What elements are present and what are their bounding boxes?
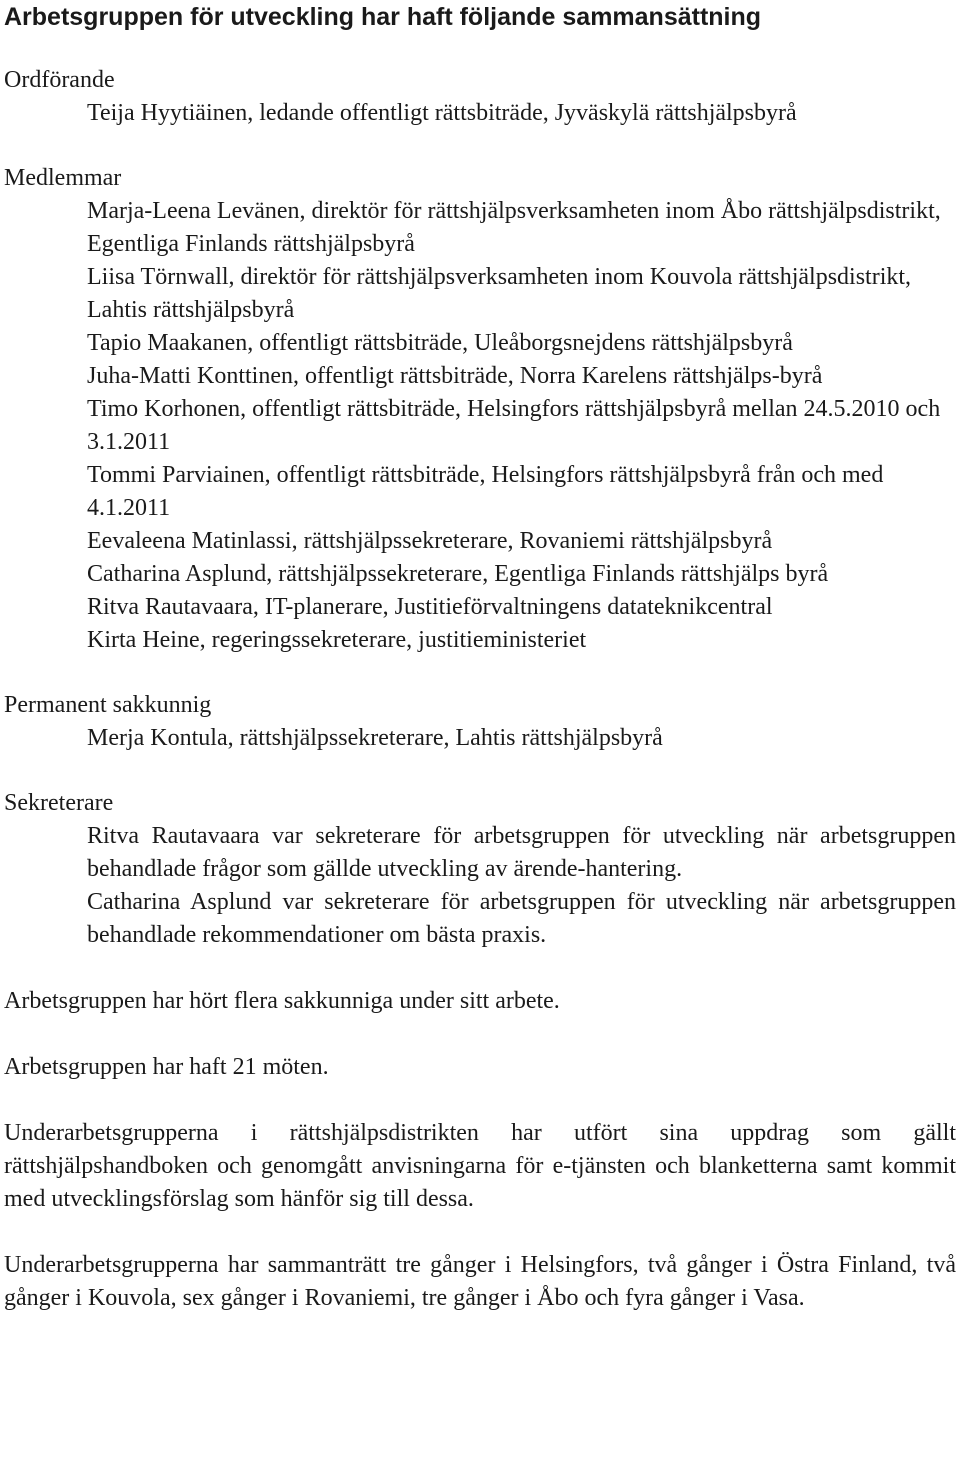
- secretaries-label: Sekreterare: [4, 790, 114, 816]
- body-paragraph: Underarbetsgrupperna har sammanträtt tre gånger i Helsingfors, två gånger i Östra Finland, två gånger i Kouvola, sex gånger i Rovaniemi, tre gånger i Åbo och fyra gånger i Vasa.: [4, 1252, 956, 1311]
- expert-entry: Merja Kontula, rättshjälpssekreterare, Lahtis rättshjälpsbyrå: [87, 725, 663, 751]
- members-section: [4, 162, 956, 657]
- member-entry: Juha-Matti Konttinen, offentligt rättsbiträde, Norra Karelens rättshjälps-byrå: [87, 363, 823, 389]
- member-entry: Catharina Asplund, rättshjälpssekreterare, Egentliga Finlands rättshjälps byrå: [87, 561, 829, 587]
- member-entry: Liisa Törnwall, direktör för rättshjälpsverksamheten inom Kouvola rättshjälpsdistrikt, Lahtis rättshjälpsbyrå: [87, 264, 912, 323]
- document-heading: Arbetsgruppen för utveckling har haft följande sammansättning: [4, 3, 762, 31]
- member-entry: Kirta Heine, regeringssekreterare, justitieministeriet: [87, 627, 587, 653]
- body-paragraph: Underarbetsgrupperna i rättshjälpsdistrikten har utfört sina uppdrag som gällt rättshjälpshandboken och genomgått anvisningarna för e-tjänsten och blanketterna samt kommit med utvecklingsförslag som hänför sig till dessa.: [4, 1120, 956, 1212]
- secretary-entry: Ritva Rautavaara var sekreterare för arbetsgruppen för utveckling när arbetsgruppen behandlade frågor som gällde utveckling av ärende-hantering.: [87, 823, 956, 882]
- members-label: Medlemmar: [4, 165, 122, 191]
- member-entry: Marja-Leena Levänen, direktör för rättshjälpsverksamheten inom Åbo rättshjälpsdistrikt, Egentliga Finlands rättshjälpsbyrå: [87, 198, 941, 257]
- body-paragraph: Arbetsgruppen har haft 21 möten.: [4, 1054, 329, 1080]
- chair-label: Ordförande: [4, 67, 115, 93]
- member-entry: Ritva Rautavaara, IT-planerare, Justitieförvaltningens datateknikcentral: [87, 594, 773, 620]
- chair-entry: Teija Hyytiäinen, ledande offentligt rättsbiträde, Jyväskylä rättshjälpsbyrå: [87, 100, 797, 126]
- secretary-entry: Catharina Asplund var sekreterare för arbetsgruppen för utveckling när arbetsgruppen behandlade rekommendationer om bästa praxis.: [87, 889, 956, 948]
- member-entry: Tapio Maakanen, offentligt rättsbiträde, Uleåborgsnejdens rättshjälpsbyrå: [87, 330, 793, 356]
- expert-list: [4, 722, 956, 755]
- expert-label: Permanent sakkunnig: [4, 692, 212, 718]
- members-list: [4, 195, 956, 657]
- document-page: [0, 2, 960, 1315]
- member-entry: Timo Korhonen, offentligt rättsbiträde, Helsingfors rättshjälpsbyrå mellan 24.5.2010 och 3.1.2011: [87, 396, 941, 455]
- chair-list: [4, 97, 956, 130]
- secretaries-list: [4, 820, 956, 952]
- body-paragraph: Arbetsgruppen har hört flera sakkunniga under sitt arbete.: [4, 988, 560, 1014]
- member-entry: Eevaleena Matinlassi, rättshjälpssekreterare, Rovaniemi rättshjälpsbyrå: [87, 528, 773, 554]
- expert-section: [4, 689, 956, 755]
- chair-section: [4, 64, 956, 130]
- secretaries-section: [4, 787, 956, 952]
- member-entry: Tommi Parviainen, offentligt rättsbiträde, Helsingfors rättshjälpsbyrå från och med 4.1.2011: [87, 462, 884, 521]
